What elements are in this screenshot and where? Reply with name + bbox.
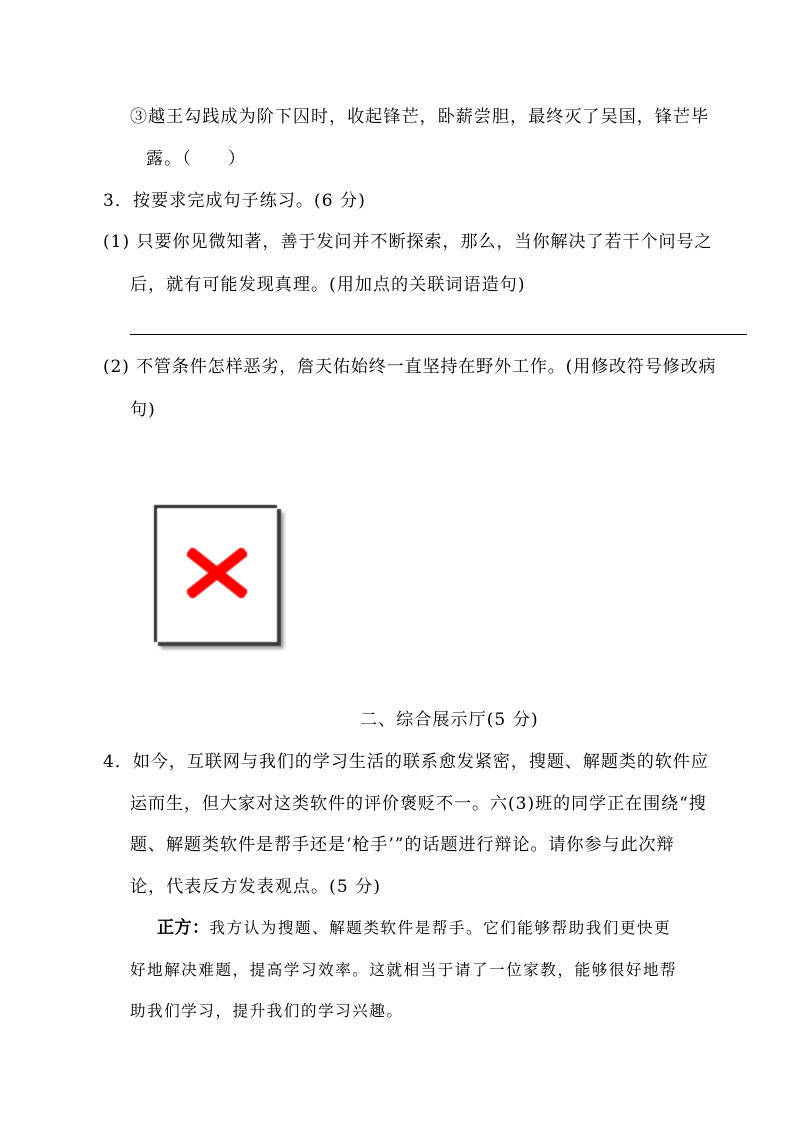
q3-sub2-line1: (2) 不管条件怎样恶劣，詹天佑始终一直坚持在野外工作。(用修改符号修改病 (103, 357, 717, 377)
answer-line (130, 334, 747, 335)
pro-line2: 好地解决难题，提高学习效率。这就相当于请了一位家教，能够很好地帮 (130, 961, 678, 979)
red-x-icon (187, 548, 247, 598)
q2-item3-line1: ③越王勾践成为阶下囚时，收起锋芒，卧薪尝胆，最终灭了吴国，锋芒毕 (130, 107, 710, 127)
q4-line1: 4．如今，互联网与我们的学习生活的联系愈发紧密，搜题、解题类的软件应 (103, 752, 709, 772)
q2-item3-line2: 露。（ ） (146, 149, 247, 169)
pro-line1 (157, 917, 671, 939)
q4-line2: 运而生，但大家对这类软件的评价褒贬不一。六(3)班的同学正在围绕“搜 (130, 794, 707, 814)
q4-line3: 题、解题类软件是帮手还是‘枪手’”的话题进行辩论。请你参与此次辩 (130, 835, 675, 855)
q3-heading: 3．按要求完成句子练习。(6 分) (103, 191, 366, 211)
pro-line1-text: 我方认为搜题、解题类软件是帮手。它们能够帮助我们更快更 (209, 919, 672, 937)
q3-sub2-line2: 句) (130, 400, 156, 420)
q3-sub1-line1: (1) 只要你见微知著，善于发问并不断探索，那么，当你解决了若干个问号之 (103, 232, 713, 252)
pro-line3: 助我们学习，提升我们的学习兴趣。 (130, 1002, 404, 1020)
section2-title: 二、综合展示厅(5 分) (360, 710, 539, 730)
broken-image-icon (154, 505, 277, 642)
q3-sub1-line2: 后，就有可能发现真理。(用加点的关联词语造句) (130, 275, 526, 295)
pro-label: 正方： (157, 918, 210, 938)
q4-line4: 论，代表反方发表观点。(5 分) (130, 877, 382, 897)
